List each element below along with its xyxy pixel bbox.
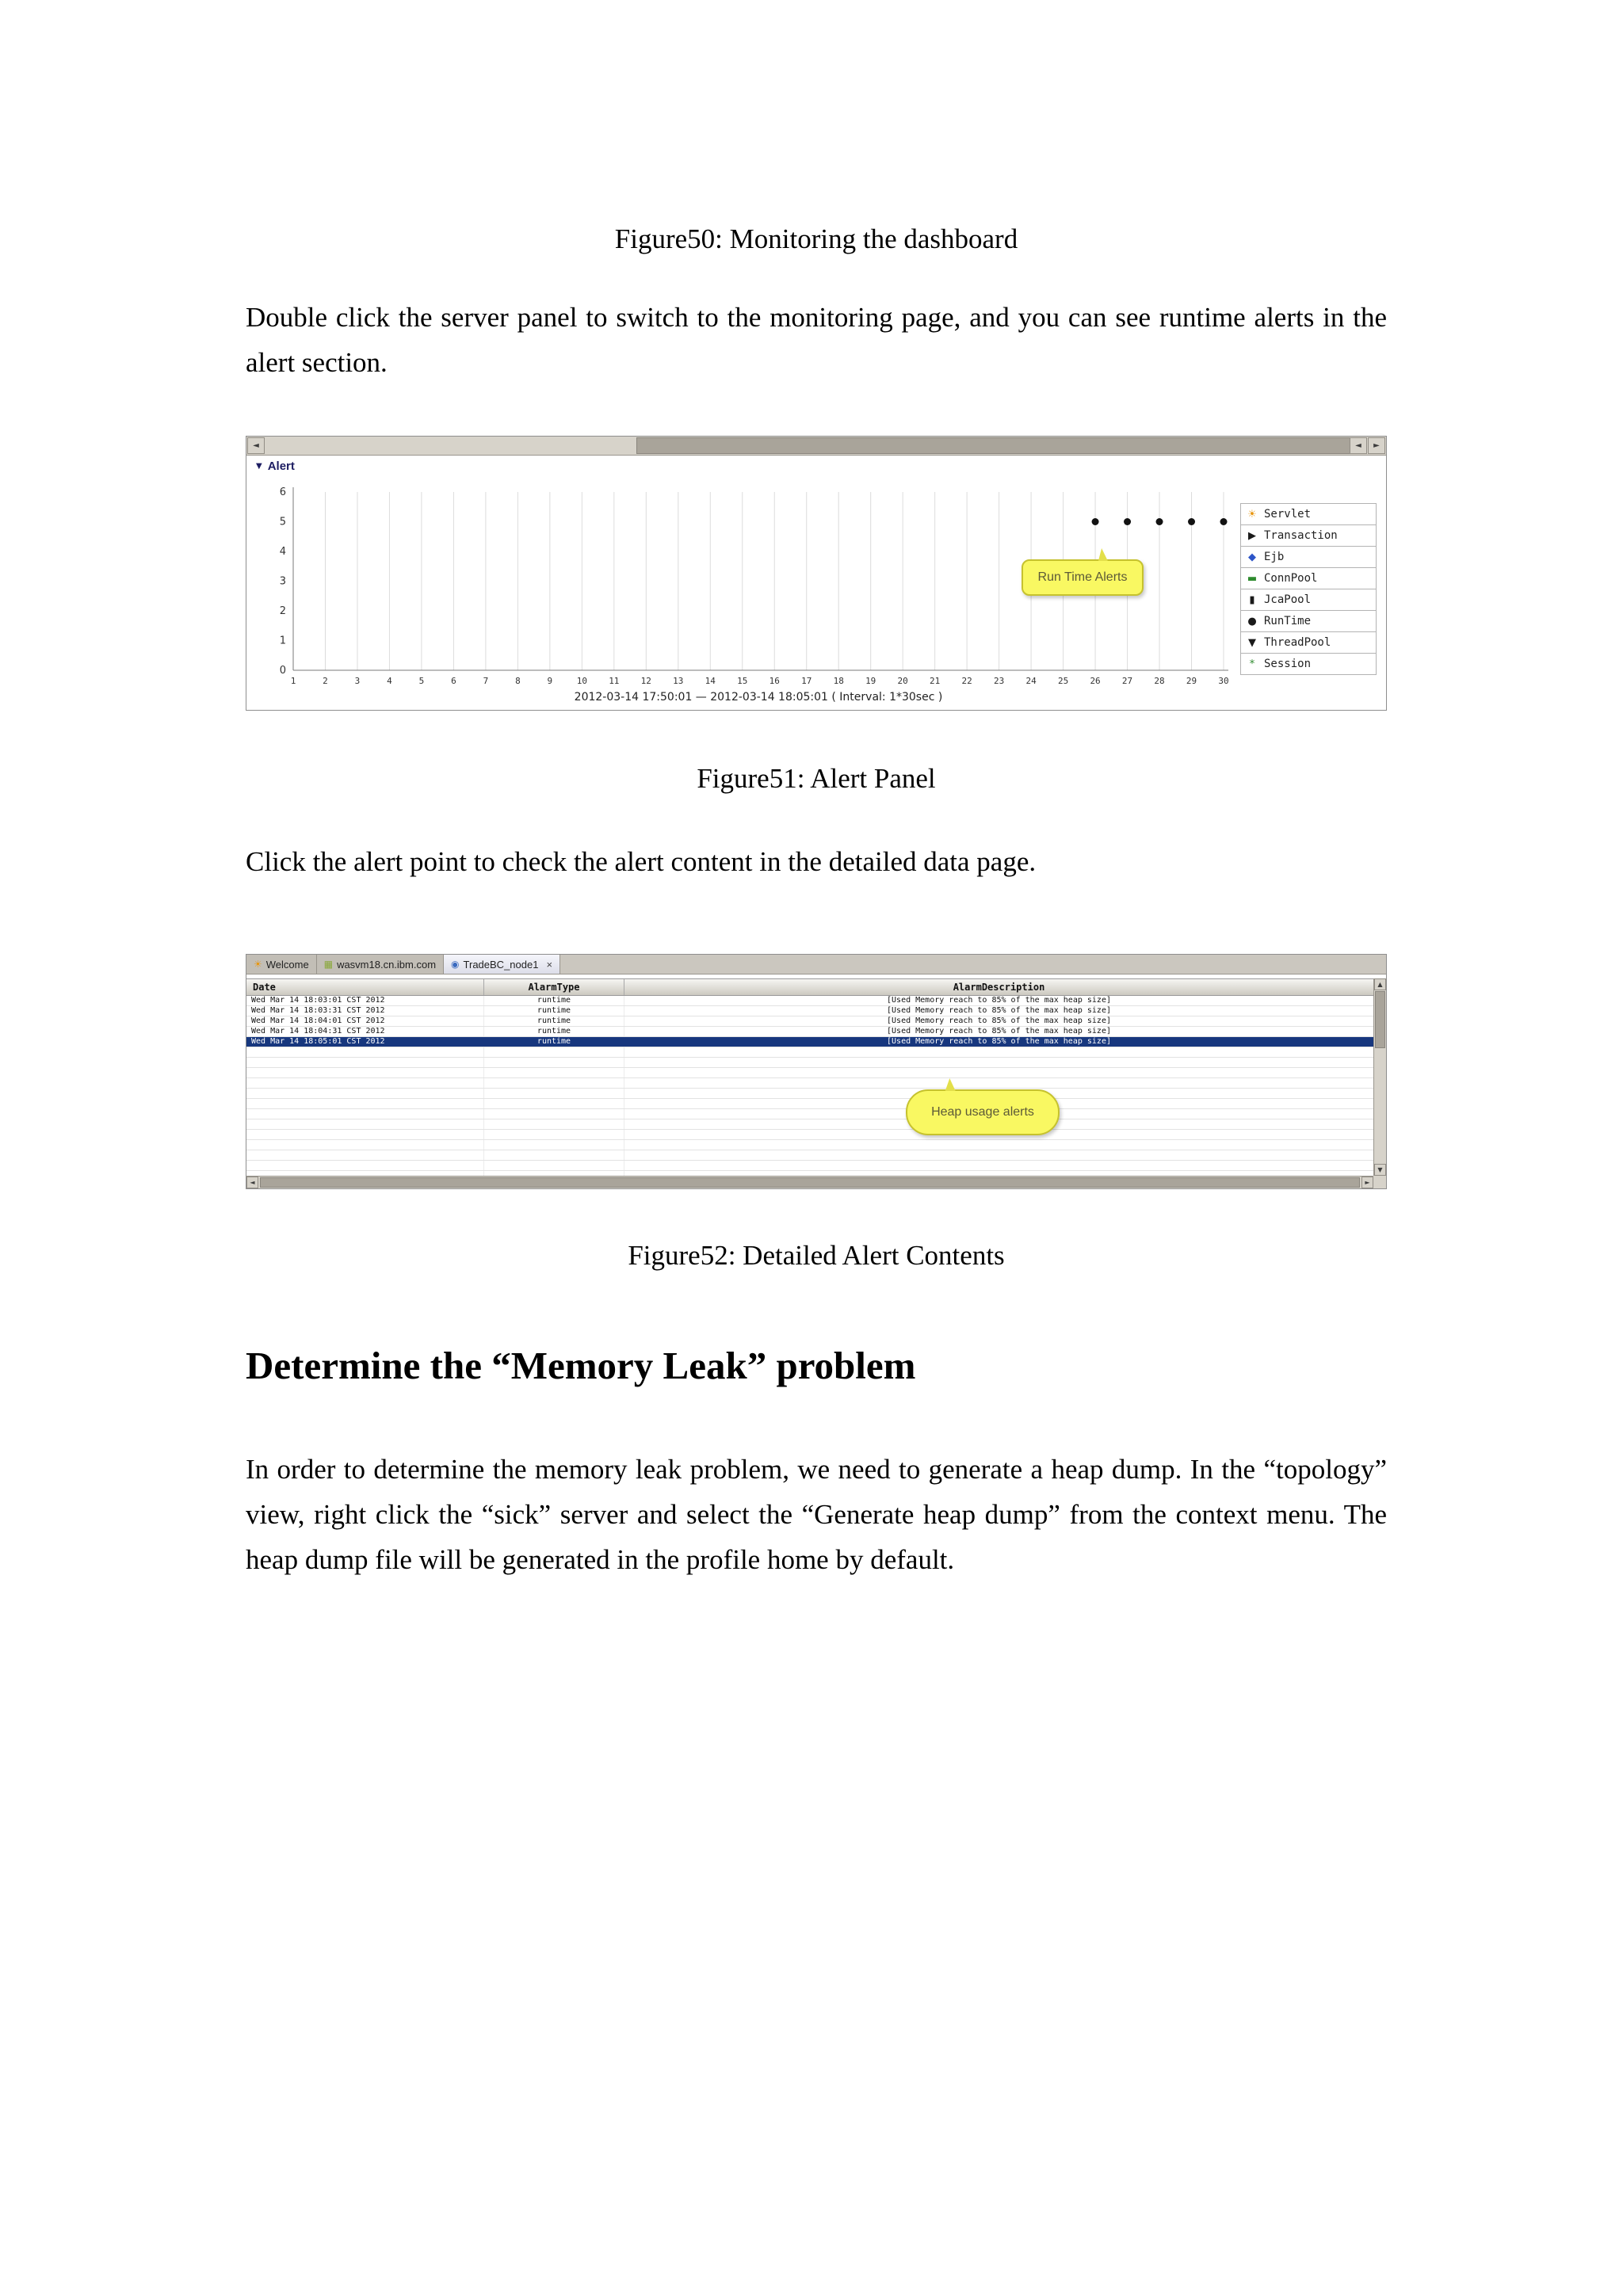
svg-text:25: 25	[1057, 676, 1069, 686]
svg-text:9: 9	[547, 676, 553, 686]
svg-text:4: 4	[387, 676, 392, 686]
legend-item-connpool[interactable]	[1240, 567, 1377, 589]
alert-point[interactable]	[1220, 518, 1228, 525]
alert-chart-region	[246, 456, 1386, 710]
scroll-left-icon[interactable]: ◄	[246, 1177, 258, 1188]
alert-type-cell: runtime	[484, 1016, 624, 1026]
svg-text:11: 11	[609, 676, 620, 686]
triangle-right-icon: ▶	[1248, 529, 1256, 542]
svg-text:27: 27	[1121, 676, 1133, 686]
server-icon: ▦	[323, 959, 334, 970]
figure50-caption: Figure50: Monitoring the dashboard	[614, 223, 1018, 254]
svg-text:16: 16	[769, 676, 780, 686]
alert-point[interactable]	[1124, 518, 1131, 525]
alert-description-cell: [Used Memory reach to 85% of the max heap size]	[887, 996, 1111, 1005]
empty-row	[246, 1047, 1373, 1058]
svg-text:6: 6	[451, 676, 456, 686]
alert-type-cell: runtime	[484, 1037, 624, 1047]
grid-vertical-scrollbar[interactable]	[1373, 978, 1386, 1176]
alert-point[interactable]	[1188, 518, 1195, 525]
runtime-alerts-callout	[1022, 559, 1144, 596]
alert-type-cell: runtime	[484, 996, 624, 1005]
empty-row	[246, 1089, 1373, 1099]
svg-text:17: 17	[801, 676, 812, 686]
tab-label: wasvm18.cn.ibm.com	[337, 958, 437, 971]
scroll-right-icon[interactable]: ►	[1368, 437, 1385, 454]
alert-type-cell: runtime	[484, 1027, 624, 1036]
asterisk-icon: *	[1249, 658, 1255, 670]
figure52-caption: Figure52: Detailed Alert Contents	[628, 1240, 1005, 1271]
svg-text:3: 3	[354, 676, 361, 686]
alert-description-cell: [Used Memory reach to 85% of the max heap size]	[887, 1006, 1111, 1015]
legend-item-transaction[interactable]	[1240, 524, 1377, 547]
svg-text:2: 2	[323, 676, 328, 686]
alert-panel-screenshot	[246, 436, 1387, 711]
paragraph-runtime-alerts: Double click the server panel to switch to the monitoring page, and you can see runtime alerts in the alert section.	[246, 302, 1387, 378]
svg-text:19: 19	[865, 676, 876, 686]
svg-text:8: 8	[515, 676, 521, 686]
alert-chart	[246, 456, 1388, 710]
empty-row	[246, 1140, 1373, 1150]
dash-icon: ▬	[1247, 572, 1258, 585]
svg-text:7: 7	[483, 676, 489, 686]
legend-item-threadpool[interactable]	[1240, 631, 1377, 654]
svg-text:1: 1	[279, 635, 286, 647]
empty-row	[246, 1130, 1373, 1140]
svg-text:2: 2	[279, 605, 286, 617]
svg-text:29: 29	[1186, 676, 1197, 686]
svg-text:18: 18	[833, 676, 844, 686]
heap-usage-callout	[906, 1089, 1060, 1135]
svg-text:13: 13	[673, 676, 684, 686]
scrollbar-corner	[1373, 1176, 1386, 1188]
svg-text:14: 14	[705, 676, 716, 686]
svg-text:12: 12	[640, 676, 651, 686]
svg-text:0: 0	[279, 665, 286, 677]
triangle-down-icon: ▼	[1248, 636, 1256, 649]
scroll-left-icon[interactable]: ◄	[247, 437, 265, 454]
svg-text:6: 6	[279, 486, 286, 498]
legend-label: JcaPool	[1264, 593, 1312, 606]
legend-label: Ejb	[1264, 551, 1285, 563]
alert-date-cell: Wed Mar 14 18:05:01 CST 2012	[246, 1037, 484, 1047]
alert-row[interactable]	[246, 1016, 1373, 1027]
empty-row	[246, 1078, 1373, 1089]
svg-text:10: 10	[576, 676, 587, 686]
section-heading: Determine the “Memory Leak” problem	[246, 1344, 916, 1387]
empty-row	[246, 1119, 1373, 1130]
callout-label: Run Time Alerts	[1037, 570, 1128, 584]
alert-row[interactable]	[246, 1006, 1373, 1016]
empty-row	[246, 1058, 1373, 1068]
svg-text:24: 24	[1025, 676, 1037, 686]
alert-description-cell: [Used Memory reach to 85% of the max heap size]	[887, 1037, 1111, 1046]
diamond-icon: ◆	[1248, 551, 1256, 563]
legend-item-runtime[interactable]	[1240, 610, 1377, 632]
alert-date-cell: Wed Mar 14 18:03:31 CST 2012	[246, 1006, 484, 1016]
chart-legend	[1240, 504, 1377, 675]
legend-label: ThreadPool	[1264, 636, 1331, 649]
svg-text:22: 22	[961, 676, 972, 686]
alert-date-cell: Wed Mar 14 18:04:31 CST 2012	[246, 1027, 484, 1036]
alert-description-cell: [Used Memory reach to 85% of the max heap size]	[887, 1027, 1111, 1035]
paragraph-click-alert: Click the alert point to check the alert content in the detailed data page.	[246, 846, 1037, 877]
svg-text:28: 28	[1154, 676, 1165, 686]
column-header-alarmdescription[interactable]: AlarmDescription	[953, 982, 1045, 993]
scroll-right-icon[interactable]: ►	[1361, 1177, 1373, 1188]
alert-point[interactable]	[1156, 518, 1163, 525]
chart-horizontal-scrollbar[interactable]	[246, 437, 1386, 456]
svg-text:1: 1	[290, 676, 296, 686]
tab-label: Welcome	[265, 958, 309, 971]
scrollbar-thumb[interactable]	[1375, 991, 1385, 1048]
alert-description-cell: [Used Memory reach to 85% of the max heap size]	[887, 1016, 1111, 1025]
paragraph-heap-dump: In order to determine the memory leak problem, we need to generate a heap dump. In the “topology” view, right click the “sick” server and select the “Generate heap dump” from the context menu. The heap dump file will be generated in the profile home by default.	[246, 1454, 1387, 1575]
legend-label: ConnPool	[1264, 572, 1318, 585]
alert-row[interactable]	[246, 996, 1373, 1006]
svg-text:26: 26	[1090, 676, 1101, 686]
svg-text:2012-03-14 17:50:01 — 2012-03-: 2012-03-14 17:50:01 — 2012-03-14 18:05:01 ( Interval: 1*30sec )	[574, 691, 943, 704]
svg-text:30: 30	[1218, 676, 1229, 686]
column-header-date[interactable]: Date	[246, 979, 484, 995]
empty-row	[246, 1068, 1373, 1078]
scrollbar-thumb[interactable]	[636, 437, 1351, 454]
grid-horizontal-scrollbar[interactable]	[246, 1176, 1373, 1188]
detail-tabbar	[246, 955, 1386, 974]
svg-text:23: 23	[993, 676, 1005, 686]
scroll-down-icon[interactable]: ▼	[1374, 1164, 1386, 1176]
svg-text:15: 15	[737, 676, 748, 686]
alert-row[interactable]	[246, 1027, 1373, 1037]
tab-label: TradeBC_node1	[463, 958, 539, 971]
svg-text:5: 5	[418, 676, 425, 686]
legend-item-ejb[interactable]	[1240, 546, 1377, 568]
alert-section-title: Alert	[267, 460, 295, 473]
alert-type-cell: runtime	[484, 1006, 624, 1016]
empty-row	[246, 1150, 1373, 1161]
sun-icon: ☀	[1247, 508, 1257, 521]
empty-row	[246, 1161, 1373, 1171]
tab-close-icon[interactable]: ×	[546, 958, 553, 971]
svg-text:20: 20	[897, 676, 908, 686]
legend-item-jcapool[interactable]	[1240, 589, 1377, 611]
column-header-alarmtype[interactable]: AlarmType	[484, 979, 624, 995]
figure51-caption: Figure51: Alert Panel	[697, 763, 936, 794]
node-icon: ◉	[451, 959, 460, 970]
legend-label: Servlet	[1264, 508, 1312, 521]
legend-label: Transaction	[1264, 529, 1338, 542]
callout-label: Heap usage alerts	[931, 1105, 1034, 1119]
alert-date-cell: Wed Mar 14 18:04:01 CST 2012	[246, 1016, 484, 1026]
svg-text:4: 4	[279, 546, 286, 558]
alert-date-cell: Wed Mar 14 18:03:01 CST 2012	[246, 996, 484, 1005]
legend-label: RunTime	[1264, 615, 1312, 627]
grid-header	[246, 978, 1373, 996]
alert-point[interactable]	[1092, 518, 1099, 525]
dot-icon: ●	[1247, 615, 1257, 627]
empty-row	[246, 1109, 1373, 1119]
legend-label: Session	[1264, 658, 1312, 670]
legend-item-session[interactable]	[1240, 653, 1377, 675]
scroll-up-icon[interactable]: ▲	[1374, 978, 1386, 990]
legend-item-servlet[interactable]	[1240, 503, 1377, 525]
tab-welcome[interactable]	[246, 955, 317, 974]
empty-row	[246, 1099, 1373, 1109]
sun-icon: ☀	[254, 959, 262, 970]
grid-body	[246, 996, 1373, 1176]
tab-tradebc-node1[interactable]	[444, 955, 560, 974]
detail-view-screenshot	[246, 954, 1387, 1189]
tab-wasvm18-cn-ibm-com[interactable]	[317, 955, 444, 974]
scroll-left-icon[interactable]: ◄	[1350, 437, 1367, 454]
alert-row[interactable]	[246, 1037, 1373, 1047]
bar-icon: ▮	[1249, 593, 1255, 606]
collapse-arrow-icon: ▼	[256, 462, 262, 471]
svg-text:3: 3	[279, 575, 286, 588]
svg-text:5: 5	[279, 516, 286, 528]
scrollbar-thumb[interactable]	[260, 1177, 1360, 1188]
svg-text:21: 21	[930, 676, 941, 686]
